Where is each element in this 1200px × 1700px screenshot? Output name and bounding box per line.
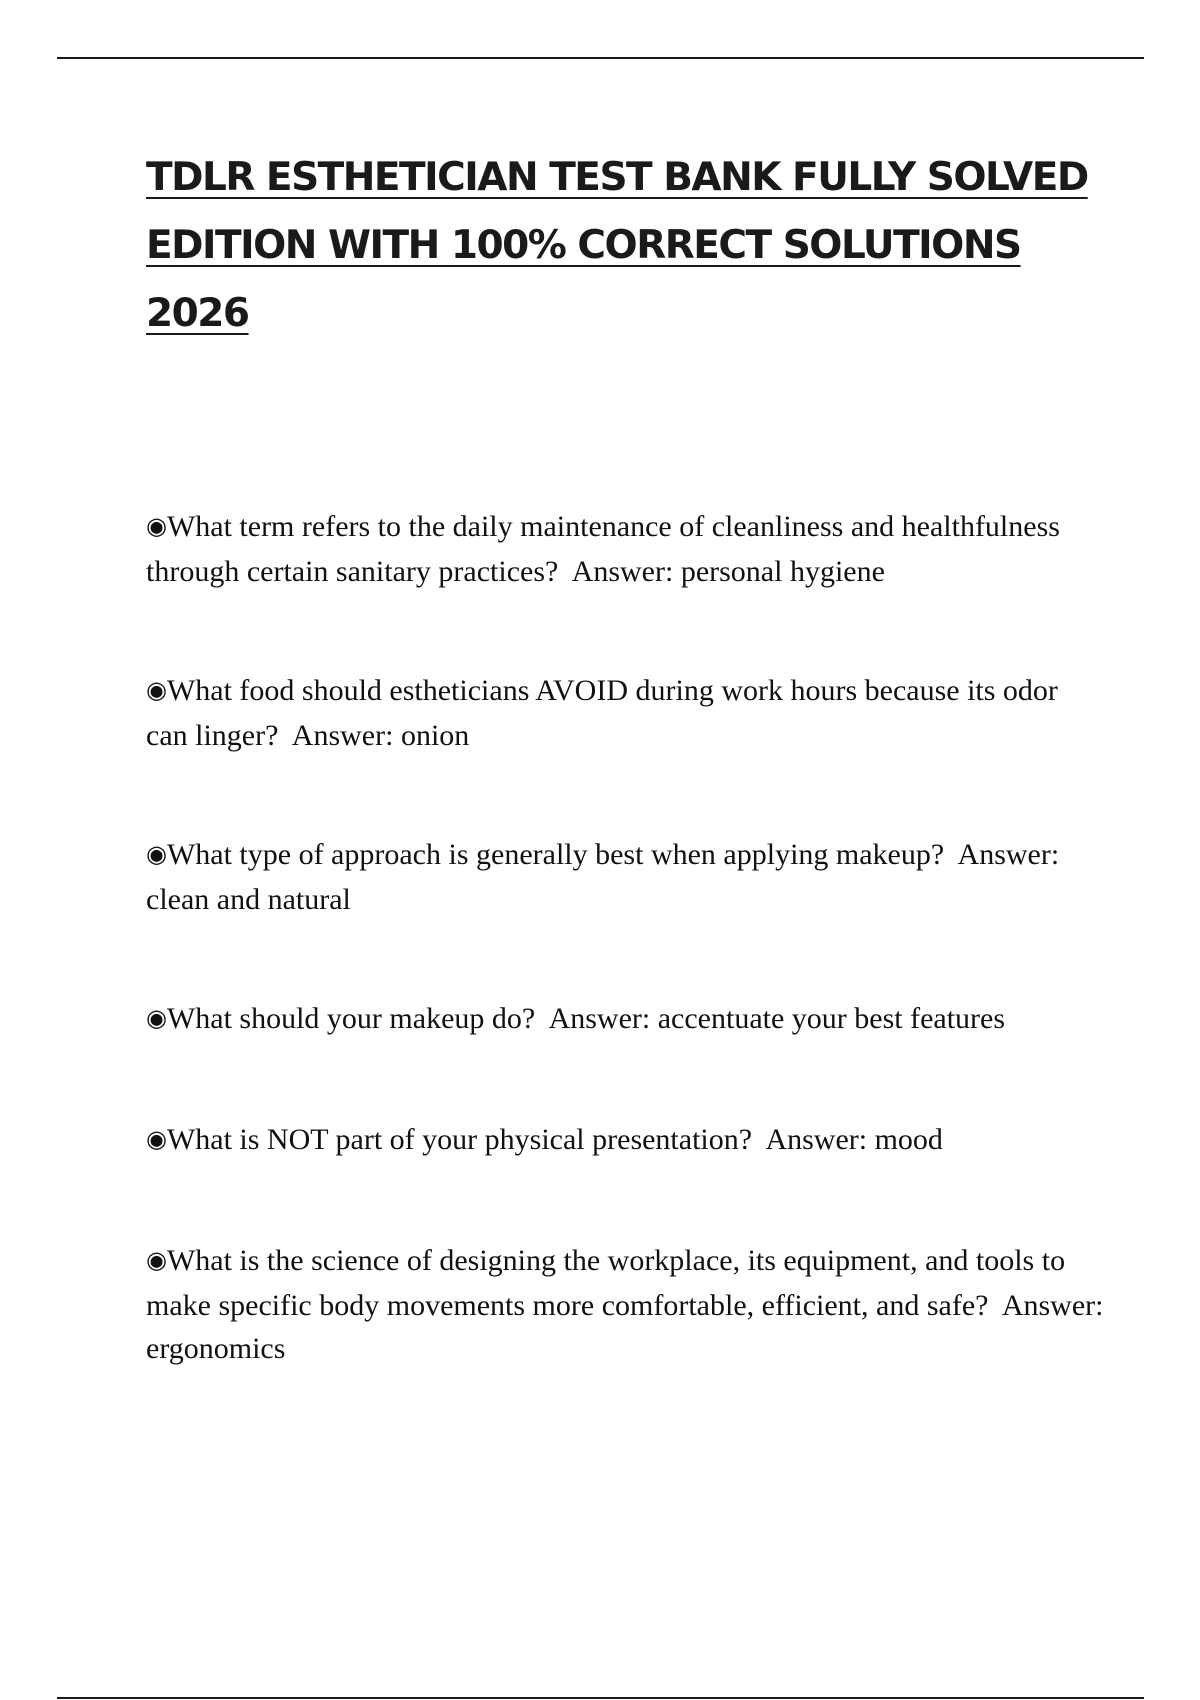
answer-label: Answer: bbox=[291, 719, 394, 752]
question-answer-list bbox=[146, 505, 1106, 1446]
bullet-icon: ◉ bbox=[146, 1246, 167, 1274]
top-rule bbox=[57, 57, 1144, 59]
question-text: What term refers to the daily maintenance of cleanliness and healthfulness through certain sanitary practices? bbox=[146, 510, 1060, 588]
qa-item bbox=[146, 505, 1106, 593]
qa-item bbox=[146, 669, 1106, 757]
question-text: What type of approach is generally best when applying makeup? bbox=[166, 838, 945, 871]
bullet-icon: ◉ bbox=[146, 1004, 167, 1032]
answer-label: Answer: bbox=[765, 1123, 868, 1156]
answer-label: Answer: bbox=[548, 1002, 651, 1035]
document-title bbox=[146, 144, 1106, 348]
question-text: What food should estheticians AVOID during work hours because its odor can linger? bbox=[146, 674, 1058, 752]
answer-text: onion bbox=[400, 719, 470, 752]
document-title-text: TDLR ESTHETICIAN TEST BANK FULLY SOLVED EDITION WITH 100% CORRECT SOLUTIONS 2026 bbox=[146, 155, 1088, 336]
answer-text: mood bbox=[874, 1123, 943, 1156]
bullet-icon: ◉ bbox=[146, 840, 167, 868]
answer-text: clean and natural bbox=[146, 883, 351, 916]
answer-text: personal hygiene bbox=[680, 555, 885, 588]
answer-label: Answer: bbox=[571, 555, 674, 588]
answer-label: Answer: bbox=[1001, 1289, 1104, 1322]
question-text: What is the science of designing the workplace, its equipment, and tools to make specific body movements more comfortable, efficient, and safe? bbox=[146, 1244, 1066, 1322]
question-text: What is NOT part of your physical presentation? bbox=[166, 1123, 753, 1156]
question-text: What should your makeup do? bbox=[166, 1002, 536, 1035]
bullet-icon: ◉ bbox=[146, 512, 167, 540]
answer-label: Answer: bbox=[957, 838, 1060, 871]
bullet-icon: ◉ bbox=[146, 1125, 167, 1153]
qa-item bbox=[146, 997, 1106, 1042]
answer-text: ergonomics bbox=[146, 1332, 286, 1365]
bullet-icon: ◉ bbox=[146, 676, 167, 704]
answer-text: accentuate your best features bbox=[657, 1002, 1006, 1035]
qa-item bbox=[146, 833, 1106, 921]
bottom-rule bbox=[57, 1697, 1144, 1699]
qa-item bbox=[146, 1239, 1106, 1370]
qa-item bbox=[146, 1118, 1106, 1163]
